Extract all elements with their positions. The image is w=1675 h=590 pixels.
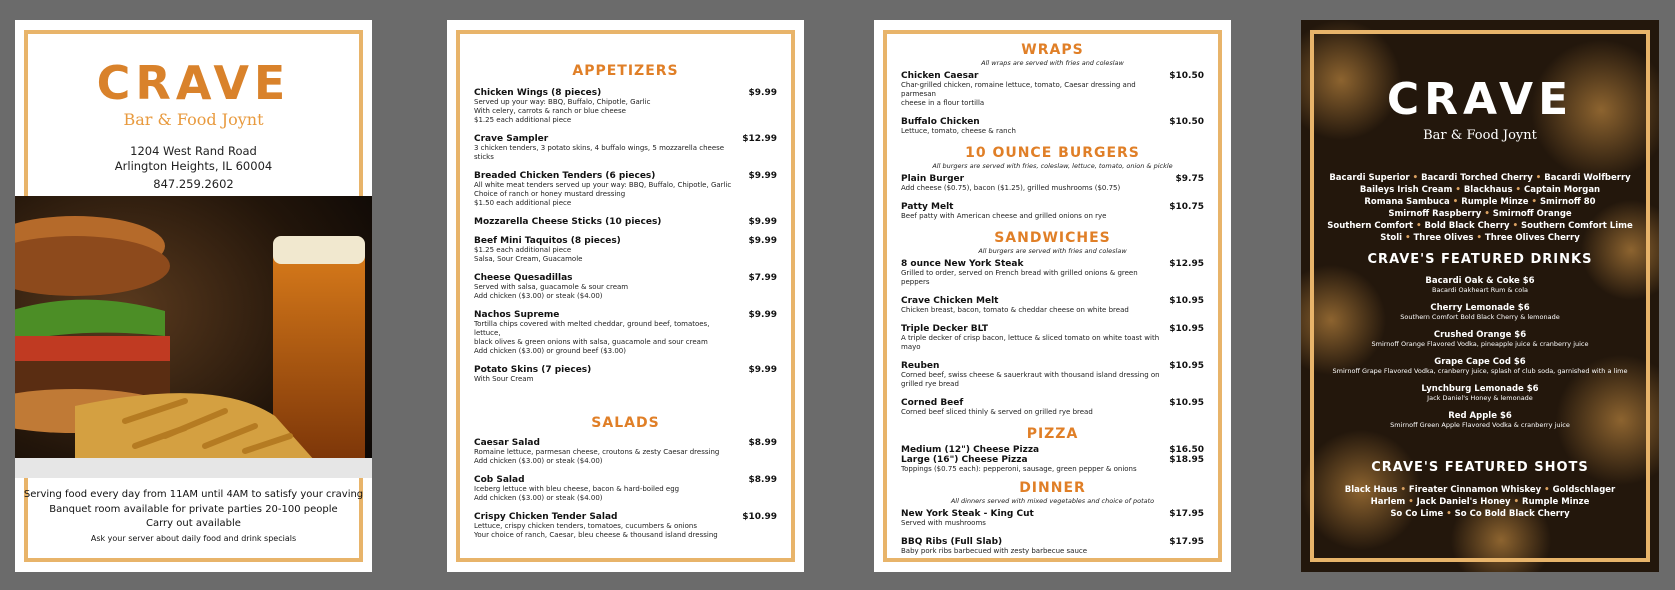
featured-drinks-list [1321,276,1639,438]
liquor-name: Bold Black Cherry [1424,221,1510,231]
item-desc: Your choice of ranch, Caesar, bleu cheese & thousand island dressing [474,531,718,539]
list-row [1323,508,1637,520]
sandwiches-note: All burgers are served with fries and coleslaw [978,247,1127,255]
item-price: $10.75 [1169,202,1204,212]
item-desc: All white meat tenders served up your way: BBQ, Buffalo, Chipotle, Garlic [474,181,732,189]
menu-item [474,273,777,301]
list-row [1323,208,1637,220]
liquor-name: Captain Morgan [1523,185,1601,195]
liquor-name: Three Olives [1413,233,1474,243]
dinner-note: All dinners served with mixed vegetables and choice of potato [950,497,1155,505]
item-desc: $1.25 each additional piece [474,116,572,124]
item-name: BBQ Ribs (Full Slab) [901,537,1003,547]
appetizers-heading: APPETIZERS [572,63,679,79]
item-name: Cheese Quesadillas [474,273,573,283]
menu-item [474,475,777,503]
footer-line: Banquet room available for private parties 20-100 people [49,503,338,515]
liquor-name: Southern Comfort Lime [1521,221,1633,231]
bullet-separator: • [1412,173,1419,183]
item-price: $12.99 [742,134,777,144]
bullet-separator: • [1405,233,1411,243]
footer-line: Carry out available [146,518,241,529]
cover-footer [15,488,372,546]
item-name: Potato Skins (7 pieces) [474,365,592,375]
item-name: New York Steak - King Cut [901,509,1034,519]
item-name: Cob Salad [474,475,525,485]
crave-logo: CRAVE [96,56,291,110]
bullet-separator: • [1408,497,1414,507]
drink-name: Lynchburg Lemonade $6 [1421,384,1539,394]
item-price: $10.95 [1169,361,1204,371]
drink-name: Red Apple $6 [1448,411,1512,421]
item-price: $17.95 [1169,537,1204,547]
item-name: Mozzarella Cheese Sticks (10 pieces) [474,217,662,227]
item-desc: Romaine lettuce, parmesan cheese, croutons & zesty Caesar dressing [474,448,720,456]
salads-list [474,438,777,549]
menu-item [901,259,1204,287]
list-row [1323,484,1637,496]
menu-item [474,365,777,384]
address-line-1: 1204 West Rand Road [130,144,257,158]
mains-column [901,42,1204,565]
item-desc: Served with mushrooms [901,519,986,527]
item-desc: Served up your way: BBQ, Buffalo, Chipotle, Garlic [474,98,651,106]
menu-item [474,134,777,162]
drink-desc: Smirnoff Green Apple Flavored Vodka & cranberry juice [1390,421,1570,429]
item-name: Reuben [901,361,940,371]
item-desc: Corned beef sliced thinly & served on grilled rye bread [901,408,1093,416]
item-price: $10.99 [742,512,777,522]
burgers-note: All burgers are served with fries, coleslaw, lettuce, tomato, onion & pickle [932,162,1173,170]
liquor-name: Southern Comfort [1327,221,1414,231]
item-name: Nachos Supreme [474,310,560,320]
liquor-name: So Co Bold Black Cherry [1454,509,1570,519]
item-desc: $1.25 each additional piece [474,246,572,254]
bullet-separator: • [1515,185,1521,195]
item-price: $10.50 [1169,71,1204,81]
pizza-heading: PIZZA [1026,426,1079,442]
item-name: Caesar Salad [474,438,540,448]
menu-item [901,537,1204,556]
bullet-separator: • [1452,197,1459,207]
liquor-name: Three Olives Cherry [1484,233,1580,243]
item-name: 8 ounce New York Steak [901,259,1024,269]
bullet-separator: • [1544,485,1550,495]
liquor-name: Smirnoff Orange [1492,209,1572,219]
sandwiches-list [901,259,1204,417]
item-desc: cheese in a flour tortilla [901,99,985,107]
bullet-separator: • [1476,233,1482,243]
featured-shots-list [1323,484,1637,520]
list-row [1323,220,1637,232]
footer-small-line: Ask your server about daily food and drink specials [90,533,297,543]
liquor-name: Rumple Minze [1522,497,1590,507]
burgers-heading: 10 OUNCE BURGERS [965,145,1140,161]
item-name: Crave Chicken Melt [901,296,999,306]
item-desc: Chicken breast, bacon, tomato & cheddar cheese on white bread [901,306,1129,314]
liquor-name: Black Haus [1344,485,1398,495]
drink-desc: Bacardi Oakheart Rum & cola [1431,286,1529,294]
item-price: $9.75 [1175,174,1204,184]
item-desc: Add chicken ($3.00) or steak ($4.00) [474,292,603,300]
menu-item [901,509,1204,528]
bullet-separator: • [1512,221,1518,231]
item-name: Chicken Caesar [901,71,979,81]
menu-item [901,71,1204,108]
featured-drinks-heading: CRAVE'S FEATURED DRINKS [1367,252,1593,267]
item-desc: A triple decker of crisp bacon, lettuce & sliced tomato on white toast with mayo [901,334,1160,351]
item-name: Triple Decker BLT [901,324,989,334]
menu-item [474,88,777,125]
bullet-separator: • [1513,497,1520,507]
item-desc: Iceberg lettuce with bleu cheese, bacon & hard-boiled egg [474,485,680,493]
featured-drink [1321,384,1639,402]
item-desc: Corned beef, swiss cheese & sauerkraut with thousand island dressing on [901,371,1160,379]
menu-item [901,324,1204,352]
item-desc: Baby pork ribs barbecued with zesty barbecue sauce [901,547,1088,555]
bullet-separator: • [1535,173,1542,183]
wraps-list [901,71,1204,136]
drink-name: Crushed Orange $6 [1433,330,1527,340]
item-name: Crave Sampler [474,134,549,144]
list-row [1323,232,1637,244]
featured-drink [1321,303,1639,321]
menu-page-appetizers [447,20,804,572]
item-name: Patty Melt [901,202,954,212]
phone-number: 847.259.2602 [153,177,234,191]
menu-item [474,438,777,466]
wraps-note: All wraps are served with fries and coleslaw [981,59,1124,67]
address [15,144,372,174]
salads-heading: SALADS [591,415,660,431]
dinner-heading: DINNER [1019,480,1086,496]
item-price: $9.99 [748,310,777,320]
item-name: Buffalo Chicken [901,117,980,127]
menu-item [474,310,777,356]
list-row [1323,196,1637,208]
liquor-name: Bacardi Torched Cherry [1421,173,1533,183]
item-desc: Tortilla chips covered with melted cheddar, ground beef, tomatoes, lettuce, [474,320,710,337]
menu-item [474,217,777,227]
item-desc: Grilled to order, served on French bread with grilled onions & green peppers [901,269,1138,286]
list-row [1323,172,1637,184]
sandwiches-heading: SANDWICHES [994,230,1111,246]
menu-page-drinks [1301,20,1659,572]
tagline: Bar & Food Joynt [1423,128,1537,143]
crave-logo: CRAVE [1386,74,1574,125]
item-price: $18.95 [1169,455,1204,465]
item-price: $9.99 [748,217,777,227]
menu-item [901,398,1204,417]
liquor-name: Fireater Cinnamon Whiskey [1408,485,1542,495]
item-price: $9.99 [748,88,777,98]
item-name: Plain Burger [901,174,965,184]
address-line-2: Arlington Heights, IL 60004 [114,159,273,173]
item-price: $10.95 [1169,296,1204,306]
liquor-name: Goldschlager [1552,485,1616,495]
drink-desc: Smirnoff Orange Flavored Vodka, pineapple juice & cranberry juice [1371,340,1589,348]
item-price: $9.99 [748,236,777,246]
liquor-name: Jack Daniel's Honey [1416,497,1511,507]
item-price: $17.95 [1169,509,1204,519]
item-desc: 3 chicken tenders, 3 potato skins, 4 buffalo wings, 5 mozzarella cheese sticks [474,144,725,161]
liquor-name: Bacardi Superior [1329,173,1410,183]
liquor-name: So Co Lime [1390,509,1444,519]
menu-item [901,202,1204,221]
item-price: $12.95 [1169,259,1204,269]
item-desc: Lettuce, tomato, cheese & ranch [901,127,1016,135]
menu-item [901,455,1204,465]
drink-desc: Smirnoff Grape Flavored Vodka, cranberry juice, splash of club soda, garnished with a lime [1332,367,1628,375]
liquor-name: Bacardi Wolfberry [1544,173,1631,183]
item-desc: Choice of ranch or honey mustard dressing [474,190,626,198]
item-name: Medium (12") Cheese Pizza [901,445,1040,455]
drink-name: Bacardi Oak & Coke $6 [1425,276,1535,286]
item-desc: grilled rye bread [901,380,959,388]
drink-desc: Jack Daniel's Honey & lemonade [1427,394,1533,402]
item-desc: With Sour Cream [474,375,534,383]
item-price: $10.50 [1169,117,1204,127]
list-row [1323,184,1637,196]
liquor-list [1323,172,1637,244]
item-desc: Add chicken ($3.00) or ground beef ($3.00) [474,347,626,355]
bullet-separator: • [1416,221,1422,231]
item-name: Crispy Chicken Tender Salad [474,512,618,522]
appetizers-list [474,88,777,393]
bullet-separator: • [1446,509,1452,519]
item-price: $9.99 [748,171,777,181]
item-desc: $1.50 each additional piece [474,199,572,207]
item-desc: Char-grilled chicken, romaine lettuce, tomato, Caesar dressing and parmesan [901,81,1136,98]
footer-line: Serving food every day from 11AM until 4AM to satisfy your craving [23,489,364,500]
menu-item [901,445,1204,455]
menu-item [901,465,1204,474]
list-row [1323,496,1637,508]
burger-beer-photo [15,196,372,478]
item-name: Corned Beef [901,398,964,408]
liquor-name: Rumple Minze [1461,197,1529,207]
menu-item [901,296,1204,315]
featured-drink [1321,411,1639,429]
menu-item [901,174,1204,193]
drink-name: Grape Cape Cod $6 [1434,357,1526,367]
liquor-name: Smirnoff Raspberry [1388,209,1482,219]
item-name: Breaded Chicken Tenders (6 pieces) [474,171,656,181]
tagline: Bar & Food Joynt [123,110,264,129]
liquor-name: Blackhaus [1463,185,1513,195]
drink-name: Cherry Lemonade $6 [1430,303,1530,313]
item-name: Beef Mini Taquitos (8 pieces) [474,236,621,246]
liquor-name: Harlem [1370,497,1406,507]
burgers-list [901,174,1204,221]
featured-drink [1321,276,1639,294]
item-desc: Add chicken ($3.00) or steak ($4.00) [474,494,603,502]
menu-page-mains [874,20,1231,572]
menu-page-cover [15,20,372,572]
item-desc: Add cheese ($0.75), bacon ($1.25), grilled mushrooms ($0.75) [901,184,1121,192]
item-desc: Add chicken ($3.00) or steak ($4.00) [474,457,603,465]
featured-drink [1321,330,1639,348]
bullet-separator: • [1531,197,1537,207]
item-desc: Beef patty with American cheese and grilled onions on rye [901,212,1107,220]
bullet-separator: • [1455,185,1461,195]
item-price: $9.99 [748,365,777,375]
featured-drink [1321,357,1639,375]
item-name: Large (16") Cheese Pizza [901,455,1028,465]
wraps-heading: WRAPS [1021,42,1084,58]
dinner-list [901,509,1204,556]
liquor-name: Smirnoff 80 [1539,197,1596,207]
liquor-name: Romana Sambuca [1364,197,1450,207]
item-price: $7.99 [748,273,777,283]
menu-item [901,361,1204,389]
item-price: $16.50 [1169,445,1204,455]
item-desc: Lettuce, crispy chicken tenders, tomatoes, cucumbers & onions [474,522,697,530]
bullet-separator: • [1484,209,1490,219]
featured-shots-heading: CRAVE'S FEATURED SHOTS [1371,460,1589,475]
item-name: Chicken Wings (8 pieces) [474,88,602,98]
bullet-separator: • [1400,485,1406,495]
menu-item [901,117,1204,136]
menu-item [474,512,777,540]
item-price: $10.95 [1169,398,1204,408]
item-price: $10.95 [1169,324,1204,334]
drink-desc: Southern Comfort Bold Black Cherry & lemonade [1400,313,1560,321]
item-desc: Toppings ($0.75 each): pepperoni, sausage, green pepper & onions [901,465,1137,473]
menu-item [474,171,777,208]
item-desc: black olives & green onions with salsa, guacamole and sour cream [474,338,708,346]
liquor-name: Stoli [1380,233,1403,243]
item-desc: Salsa, Sour Cream, Guacamole [474,255,583,263]
item-price: $8.99 [748,438,777,448]
item-price: $8.99 [748,475,777,485]
menu-item [474,236,777,264]
item-desc: With celery, carrots & ranch or blue cheese [474,107,626,115]
item-desc: Served with salsa, guacamole & sour cream [474,283,629,291]
liquor-name: Baileys Irish Cream [1359,185,1453,195]
